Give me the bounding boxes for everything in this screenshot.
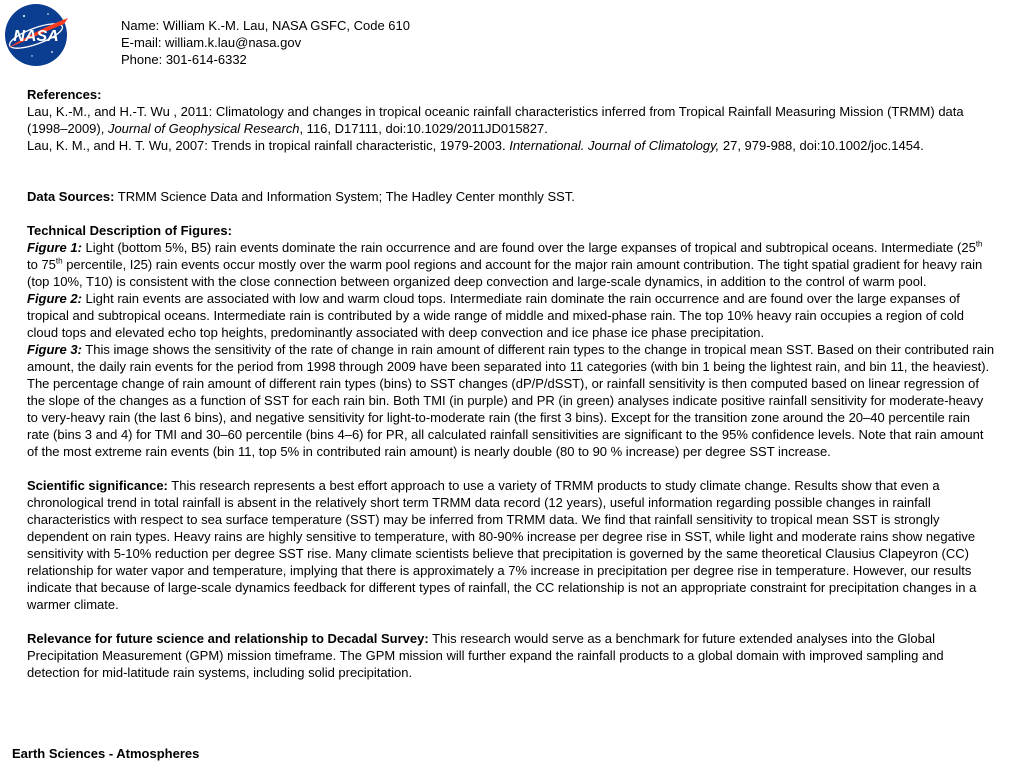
scientific-significance: Scientific significance: This research represents a best effort approach to use a variety of TRMM products to study climate change. Results show that even a chronological trend in total rainfall is absent in the relatively short term TRMM data record (12 years), useful information regarding possible changes in rainfall characteristics with respect to sea surface temperature (SST) may be inferred from TRMM data. We find that rainfall sensitivity to tropical mean SST is strongly dependent on rain types. Heavy rains are highly sensitive to temperature, with 80-90% increase per degree rise in SST, while light and moderate rains show negative sensitivity with 5-10% reduction per degree SST rise. Many climate scientists believe that precipitation is governed by the same theoretical Clausius Clapeyron (CC) relationship for water vapor and temperature, implying that there is approximately a 7% increase in precipitation per degree rise in temperature. However, our results indicate that because of large-scale dynamics feedback for different types of rainfall, the CC relationship is not an appropriate constraint for precipitation changes in a warmer climate. (27, 478, 977, 612)
figure-3-description: Figure 3: This image shows the sensitivity of the rate of change in rain amount of different rain types to the change in tropical mean SST. Based on their contributed rain amount, the daily rain events for the period from 1998 through 2009 have been separated into 11 categories (with bin 1 being the lightest rain, and bin 11, the heaviest). The percentage change of rain amount of different rain types (bins) to SST changes (dP/P/dSST), or rainfall sensitivity is then computed based on linear regression of the slope of the changes as a function of SST for each rain bin. Both TMI (in purple) and PR (in green) analyses indicate positive rainfall sensitivity for moderate-heavy to very-heavy rain (the last 6 bins), and negative sensitivity for light-to-moderate rain (the first 3 bins). Except for the transition zone around the 20–40 percentile rain rate (bins 3 and 4) for TMI and 30–60 percentile (bins 4–6) for PR, all calculated rainfall sensitivities are significant to the 95% confidence levels. Note that rain amount of the most extreme rain events (bin 11, top 5% in contributed rain amount) is nearly double (80 to 90 % increase) per degree SST increase. (27, 342, 995, 459)
figure-1-description: Figure 1: Light (bottom 5%, B5) rain events dominate the rain occurrence and are found over the large expanses of tropical and subtropical oceans. Intermediate (25th to 75th percentile, I25) rain events occur mostly over the warm pool regions and account for the major rain amount contribution. The tight spatial gradient for heavy rain (top 10%, T10) is consistent with the close connection between organized deep convection and large-scale dynamics, in addition to the control of warm pool. (27, 239, 983, 289)
footer-category: Earth Sciences - Atmospheres (12, 746, 200, 761)
technical-heading: Technical Description of Figures: (27, 223, 232, 238)
relevance-label: Relevance for future science and relationship to Decadal Survey: (27, 631, 429, 646)
reference-1-journal: Journal of Geophysical Research (107, 121, 300, 136)
data-sources: Data Sources: TRMM Science Data and Information System; The Hadley Center monthly SST. (27, 189, 575, 204)
reference-1: Lau, K.-M., and H.-T. Wu , 2011: Climatology and changes in tropical oceanic rainfall characteristics inferred from Tropical Rainfall Measuring Mission (TRMM) data (1998–2009), Journal of Geophysical Research, 116, D17111, doi:10.1029/2011JD015827. (27, 104, 964, 136)
figure-2-description: Figure 2: Light rain events are associated with low and warm cloud tops. Intermediate rain dominate the rain occurrence and are found over the large expanses of tropical and subtropical oceans. Intermediate rain is contributed by a wide range of middle and mixed-phase rain. The top 10% heavy rain occupies a region of cold cloud tops and elevated echo top heights, predominantly associated with deep convection and ice phase ice phase precipitation. (27, 291, 965, 340)
figure-3-label: Figure 3: (27, 342, 82, 357)
contact-phone: Phone: 301-614-6332 (121, 52, 247, 67)
contact-info (121, 17, 410, 68)
svg-text:NASA: NASA (13, 28, 59, 45)
data-sources-label: Data Sources: (27, 189, 115, 204)
figure-1-label: Figure 1: (27, 240, 82, 255)
relevance-section: Relevance for future science and relationship to Decadal Survey: This research would serve as a benchmark for future extended analyses into the Global Precipitation Measurement (GPM) mission timeframe. The GPM mission will further expand the rainfall products to a global domain with improved sampling and detection for mid-latitude rain systems, including solid precipitation. (27, 631, 944, 680)
figure-2-label: Figure 2: (27, 291, 82, 306)
contact-email: E-mail: william.k.lau@nasa.gov (121, 35, 302, 50)
nasa-logo (2, 2, 70, 68)
reference-2-journal: International. Journal of Climatology, (509, 138, 720, 153)
significance-label: Scientific significance: (27, 478, 168, 493)
contact-name: Name: William K.-M. Lau, NASA GSFC, Code 610 (121, 18, 410, 33)
references-heading: References: (27, 87, 102, 102)
reference-2: Lau, K. M., and H. T. Wu, 2007: Trends in tropical rainfall characteristic, 1979-2003. International. Journal of Climatology, 27, 979-988, doi:10.1002/joc.1454. (27, 138, 924, 153)
main-content (27, 86, 995, 681)
